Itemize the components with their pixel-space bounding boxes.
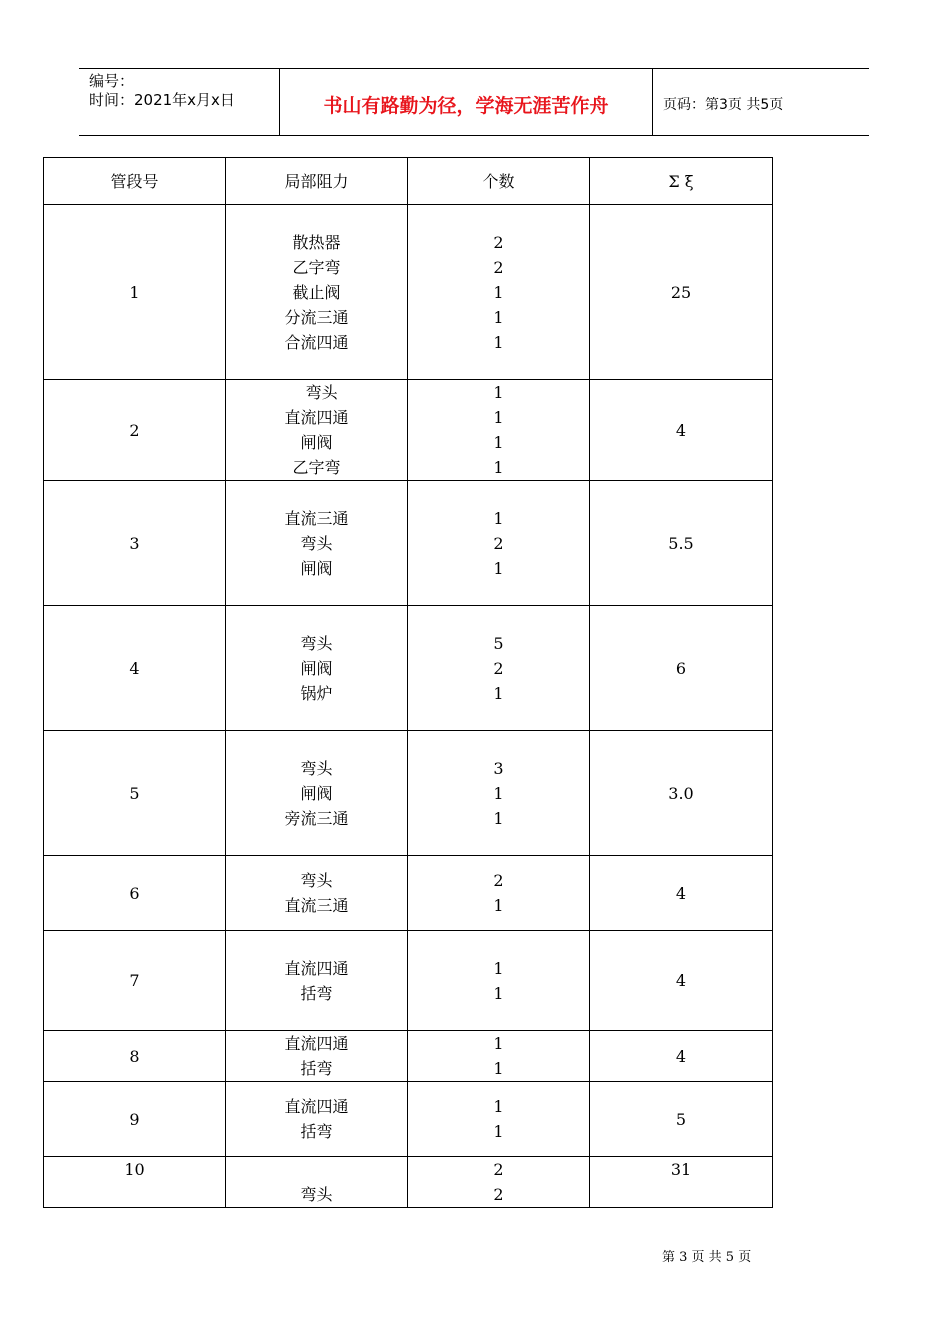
count-items-cell [408,931,590,1031]
segment-number-cell: 10 [44,1157,226,1208]
count-item: 1 [493,1034,504,1053]
table-row [44,1082,773,1157]
count-item: 2 [493,1185,504,1204]
count-item: 1 [493,508,504,528]
table-row [44,1031,773,1082]
count-items-cell [408,205,590,380]
resistance-item: 弯头 [300,533,333,553]
sum-cell: 4 [590,380,773,481]
resistance-items-cell [226,931,408,1031]
header-page-info: 页码：第3页 共5页 [663,97,784,113]
resistance-item: 弯头 [300,633,333,653]
resistance-item: 括弯 [300,983,333,1003]
resistance-item: 弯头 [300,1185,333,1204]
page-header [79,68,869,136]
count-item: 1 [493,1059,504,1078]
resistance-items-cell [226,481,408,606]
count-item: 2 [493,1160,504,1179]
resistance-item: 锅炉 [300,683,333,703]
sum-cell: 3.0 [590,731,773,856]
table-row [44,731,773,856]
resistance-items-cell [226,731,408,856]
resistance-item: 散热器 [292,232,341,252]
resistance-item: 直流四通 [284,1097,349,1116]
count-item: 2 [493,232,504,252]
resistance-table [43,157,773,1208]
count-items-cell [408,1157,590,1208]
header-meta [79,69,280,135]
resistance-item: 弯头 [300,758,333,778]
resistance-item: 弯头 [295,383,338,402]
segment-number-cell: 9 [44,1082,226,1157]
count-item: 1 [493,282,504,302]
resistance-item: 截止阀 [292,282,341,302]
sum-cell: 4 [590,856,773,931]
segment-number-cell: 8 [44,1031,226,1082]
resistance-item: 直流四通 [284,408,349,427]
table-row [44,931,773,1031]
count-item: 1 [493,958,504,978]
count-item: 2 [493,533,504,553]
segment-number-cell: 1 [44,205,226,380]
count-item: 1 [493,458,504,477]
count-item: 1 [493,896,504,915]
header-motto: 书山有路勤为径，学海无涯苦作舟 [280,69,653,135]
resistance-item: 直流三通 [284,896,349,915]
count-item: 2 [493,871,504,890]
count-item: 1 [493,408,504,427]
count-item: 5 [493,633,504,653]
table-row [44,205,773,380]
sum-cell: 5.5 [590,481,773,606]
resistance-item: 括弯 [300,1122,333,1141]
resistance-items-cell [226,205,408,380]
resistance-items-cell [226,380,408,481]
resistance-items-cell [226,1082,408,1157]
resistance-items-cell [226,606,408,731]
header-cell-segment: 管段号 [44,158,226,205]
table-row [44,380,773,481]
count-items-cell [408,1031,590,1082]
segment-number-cell: 7 [44,931,226,1031]
sum-cell: 4 [590,931,773,1031]
resistance-item: 直流三通 [284,508,349,528]
table-row [44,481,773,606]
resistance-item: 闸阀 [300,783,333,803]
sum-cell: 4 [590,1031,773,1082]
page-footer: 第 3 页 共 5 页 [662,1250,752,1265]
resistance-items-cell [226,1157,408,1208]
count-items-cell [408,481,590,606]
count-item: 1 [493,783,504,803]
sum-cell: 5 [590,1082,773,1157]
count-item: 1 [493,558,504,578]
resistance-item [226,1157,407,1182]
header-cell-resistance: 局部阻力 [226,158,408,205]
resistance-item: 直流四通 [284,1034,349,1053]
count-items-cell [408,380,590,481]
count-item: 1 [493,683,504,703]
resistance-item: 闸阀 [300,658,333,678]
number-label: 编号： [89,72,135,90]
table-row [44,856,773,931]
resistance-item: 闸阀 [300,433,333,452]
table-row [44,1157,773,1208]
count-item: 1 [493,983,504,1003]
count-items-cell [408,606,590,731]
header-cell-count: 个数 [408,158,590,205]
count-item: 2 [493,658,504,678]
sum-cell: 25 [590,205,773,380]
sum-cell: 31 [590,1157,773,1208]
count-items-cell [408,856,590,931]
resistance-item: 分流三通 [284,307,349,327]
count-item: 3 [493,758,504,778]
table-header-row [44,158,773,205]
segment-number-cell: 4 [44,606,226,731]
resistance-item: 直流四通 [284,958,349,978]
resistance-item: 合流四通 [284,332,349,352]
resistance-item: 闸阀 [300,558,333,578]
segment-number-cell: 5 [44,731,226,856]
time-label: 时间：2021年x月x日 [89,91,235,109]
count-items-cell [408,1082,590,1157]
count-items-cell [408,731,590,856]
count-item: 1 [493,808,504,828]
resistance-item: 乙字弯 [292,458,341,477]
count-item: 1 [493,332,504,352]
resistance-item: 括弯 [300,1059,333,1078]
count-item: 1 [493,1122,504,1141]
count-item: 1 [493,433,504,452]
resistance-item: 乙字弯 [292,257,341,277]
count-item: 1 [493,307,504,327]
sum-cell: 6 [590,606,773,731]
segment-number-cell: 6 [44,856,226,931]
table-row [44,606,773,731]
resistance-item: 旁流三通 [284,808,349,828]
segment-number-cell: 2 [44,380,226,481]
count-item: 1 [493,383,504,402]
header-cell-sum: Σ ξ [590,158,773,205]
resistance-item: 弯头 [300,871,333,890]
resistance-items-cell [226,856,408,931]
count-item: 2 [493,257,504,277]
resistance-items-cell [226,1031,408,1082]
count-item: 1 [493,1097,504,1116]
segment-number-cell: 3 [44,481,226,606]
